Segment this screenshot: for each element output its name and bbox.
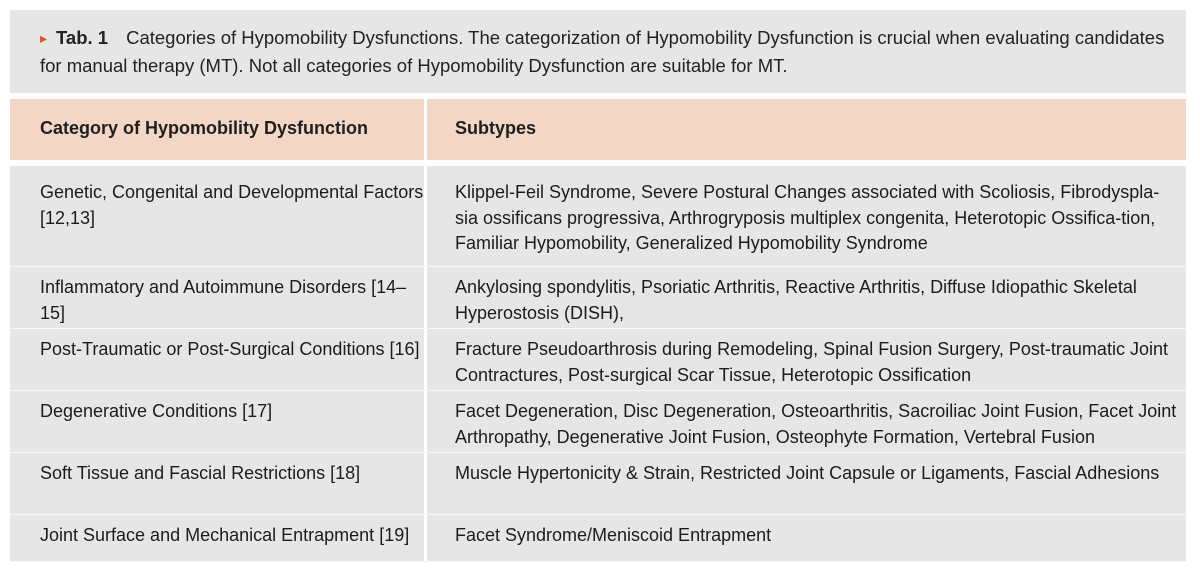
- table-row: [10, 166, 1186, 267]
- subtypes-cell: Muscle Hypertonicity & Strain, Restricted Joint Capsule or Ligaments, Fascial Adhesions: [427, 453, 1186, 514]
- table-row: [10, 267, 1186, 329]
- category-cell: Inflammatory and Autoimmune Disorders [14–15]: [10, 267, 424, 328]
- table-header-row: [10, 99, 1186, 160]
- caption-label: Tab. 1: [56, 27, 109, 48]
- category-cell: Joint Surface and Mechanical Entrapment [19]: [10, 515, 424, 561]
- category-cell: Post-Traumatic or Post-Surgical Conditions [16]: [10, 329, 424, 390]
- table-row: [10, 329, 1186, 391]
- header-subtypes: Subtypes: [427, 99, 1186, 160]
- table-row: [10, 515, 1186, 562]
- header-category: Category of Hypomobility Dysfunction: [10, 99, 424, 160]
- subtypes-cell: Klippel-Feil Syndrome, Severe Postural Changes associated with Scoliosis, Fibrodyspla-sia ossificans progressiva, Arthrogryposis multiplex congenita, Heterotopic Ossifica-tion, Familiar Hypomobility, Generalized Hypomobility Syndrome: [427, 166, 1186, 266]
- caption-arrow-icon: ▸: [40, 30, 48, 46]
- category-cell: Genetic, Congenital and Developmental Factors [12,13]: [10, 166, 424, 266]
- table-row: [10, 453, 1186, 515]
- table-caption: [10, 10, 1186, 93]
- caption-text: Categories of Hypomobility Dysfunctions. The categorization of Hypomobility Dysfunction is crucial when evaluating candidates for manual therapy (MT). Not all categories of Hypomobility Dysfunction are suitable for MT.: [40, 27, 1165, 76]
- category-cell: Degenerative Conditions [17]: [10, 391, 424, 452]
- subtypes-cell: Facet Degeneration, Disc Degeneration, Osteoarthritis, Sacroiliac Joint Fusion, Facet Joint Arthropathy, Degenerative Joint Fusion, Osteophyte Formation, Vertebral Fusion: [427, 391, 1186, 452]
- subtypes-cell: Fracture Pseudoarthrosis during Remodeling, Spinal Fusion Surgery, Post-traumatic Joint Contractures, Post-surgical Scar Tissue, Heterotopic Ossification: [427, 329, 1186, 390]
- subtypes-cell: Ankylosing spondylitis, Psoriatic Arthritis, Reactive Arthritis, Diffuse Idiopathic Skeletal Hyperostosis (DISH),: [427, 267, 1186, 328]
- hypomobility-table: [10, 99, 1186, 562]
- table-row: [10, 391, 1186, 453]
- subtypes-cell: Facet Syndrome/Meniscoid Entrapment: [427, 515, 1186, 561]
- category-cell: Soft Tissue and Fascial Restrictions [18]: [10, 453, 424, 514]
